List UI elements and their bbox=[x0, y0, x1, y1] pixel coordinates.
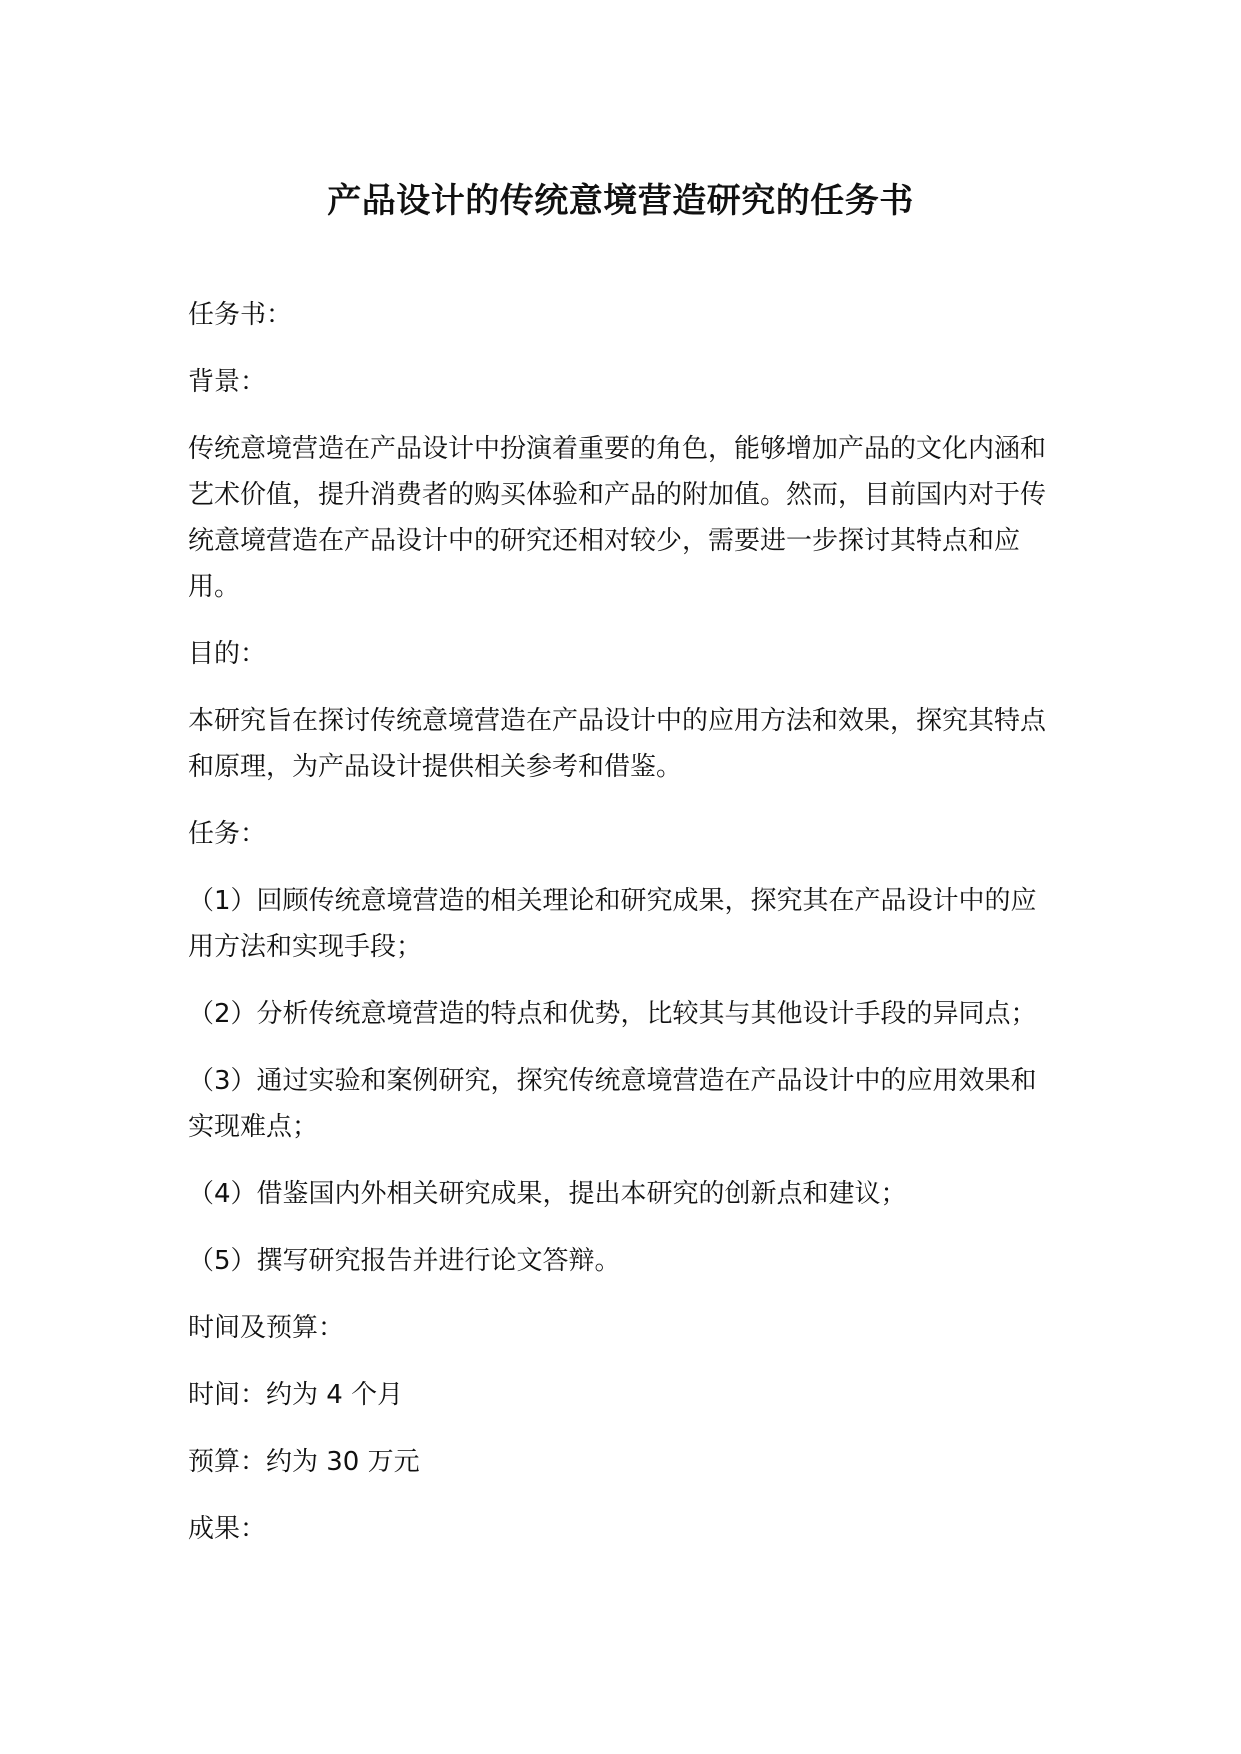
task-item-5: （5）撰写研究报告并进行论文答辩。 bbox=[188, 1246, 621, 1276]
paragraph-purpose: 本研究旨在探讨传统意境营造在产品设计中的应用方法和效果，探究其特点和原理，为产品设计提供相关参考和借鉴。 bbox=[188, 706, 1047, 782]
time-value: 时间：约为 4 个月 bbox=[188, 1380, 404, 1410]
label-results: 成果： bbox=[188, 1514, 267, 1544]
paragraph-background: 传统意境营造在产品设计中扮演着重要的角色，能够增加产品的文化内涵和艺术价值，提升消费者的购买体验和产品的附加值。然而，目前国内对于传统意境营造在产品设计中的研究还相对较少，需要进一步探讨其特点和应用。 bbox=[188, 434, 1047, 602]
task-item-2: （2）分析传统意境营造的特点和优势，比较其与其他设计手段的异同点； bbox=[188, 999, 1037, 1029]
budget-value: 预算：约为 30 万元 bbox=[188, 1447, 420, 1477]
label-task-book: 任务书： bbox=[188, 300, 293, 330]
document-body bbox=[188, 292, 1088, 1573]
label-time-budget: 时间及预算： bbox=[188, 1313, 345, 1343]
document-title: 产品设计的传统意境营造研究的任务书 bbox=[327, 181, 914, 221]
task-item-4: （4）借鉴国内外相关研究成果，提出本研究的创新点和建议； bbox=[188, 1179, 907, 1209]
task-item-1: （1）回顾传统意境营造的相关理论和研究成果，探究其在产品设计中的应用方法和实现手段； bbox=[188, 886, 1037, 962]
label-purpose: 目的： bbox=[188, 639, 267, 669]
label-background: 背景： bbox=[188, 367, 267, 397]
task-item-3: （3）通过实验和案例研究，探究传统意境营造在产品设计中的应用效果和实现难点； bbox=[188, 1066, 1037, 1142]
label-tasks: 任务： bbox=[188, 819, 267, 849]
